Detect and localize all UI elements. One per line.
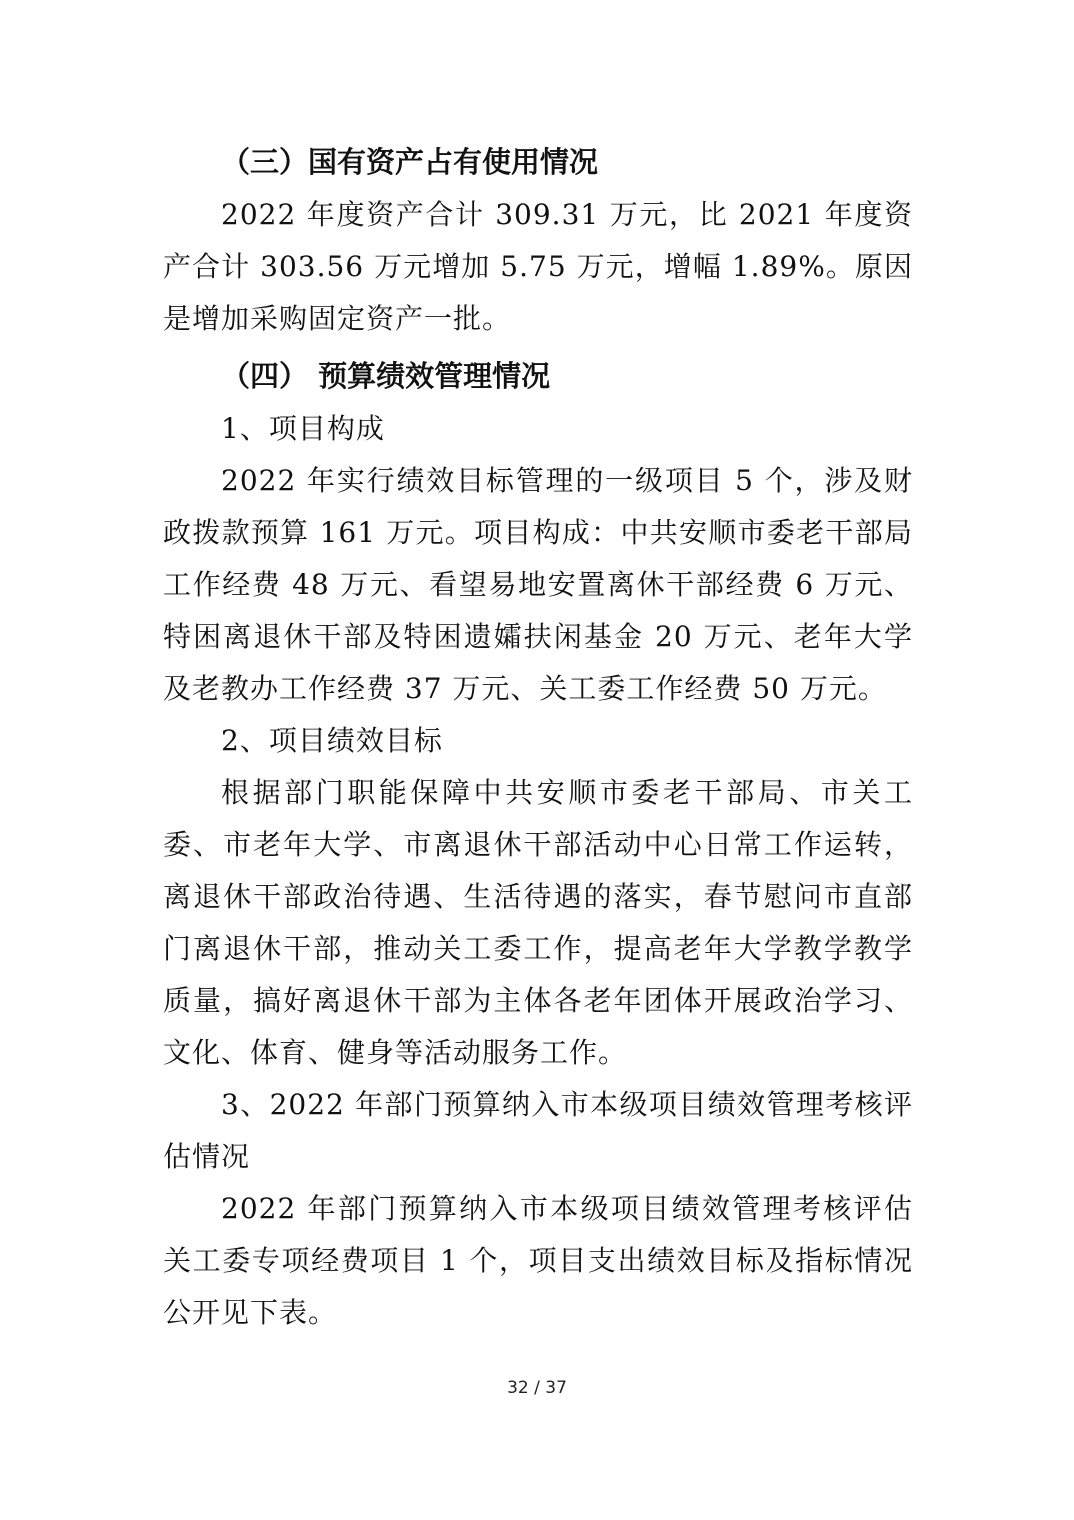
item-1-paragraph: 2022 年实行绩效目标管理的一级项目 5 个，涉及财政拨款预算 161 万元。项目构成：中共安顺市委老干部局工作经费 48 万元、看望易地安置离休干部经费 6 万元、特困离退休干部及特困遗孀扶闲基金 20 万元、老年大学及老教办工作经费 37 万元、关工委工作经费 50 万元。	[163, 464, 913, 705]
section-3-heading: （三）国有资产占有使用情况	[221, 145, 599, 179]
page-number: 32 / 37	[507, 1378, 567, 1398]
item-2-paragraph: 根据部门职能保障中共安顺市委老干部局、市关工委、市老年大学、市离退休干部活动中心日常工作运转，离退休干部政治待遇、生活待遇的落实，春节慰问市直部门离退休干部，推动关工委工作，提高老年大学教学教学质量，搞好离退休干部为主体各老年团体开展政治学习、文化、体育、健身等活动服务工作。	[163, 776, 913, 1069]
item-1-title: 1、项目构成	[221, 412, 385, 445]
item-3-paragraph: 2022 年部门预算纳入市本级项目绩效管理考核评估关工委专项经费项目 1 个，项目支出绩效目标及指标情况公开见下表。	[163, 1192, 913, 1329]
section-4-heading: （四） 预算绩效管理情况	[221, 359, 551, 393]
item-2-title: 2、项目绩效目标	[221, 724, 443, 757]
item-3-title: 3、2022 年部门预算纳入市本级项目绩效管理考核评估情况	[163, 1088, 913, 1173]
document-page	[163, 135, 913, 1339]
section-3-paragraph: 2022 年度资产合计 309.31 万元，比 2021 年度资产合计 303.56 万元增加 5.75 万元，增幅 1.89%。原因是增加采购固定资产一批。	[163, 198, 913, 335]
